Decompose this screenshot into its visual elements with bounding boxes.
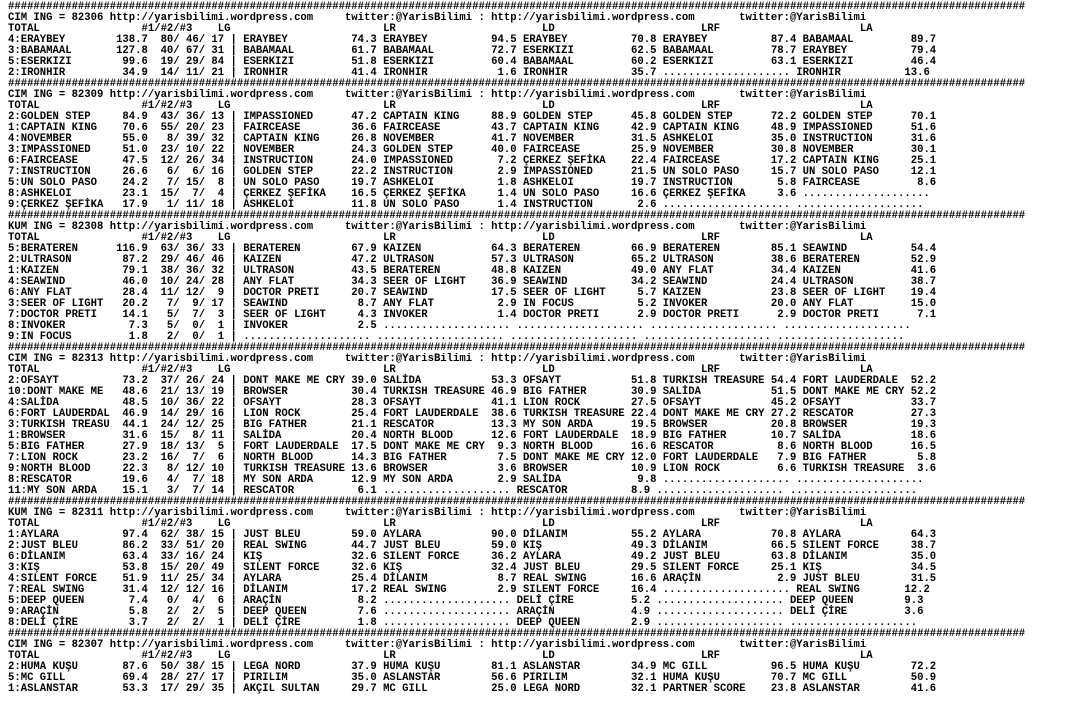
column-header-line: TOTAL #1/#2/#3 LG LR LD LRF LA [8,100,873,112]
separator-line: ################################################################################################################################################################ [8,210,1026,222]
result-row: 5:BIG FATHER 27.9 18/ 13/ 5 | FORT LAUDERDALE 17.5 DONT MAKE ME CRY 9.3 NORTH BLOOD 16.6 RESCATOR 8.6 NORTH BLOOD 16.5 [8,441,937,453]
result-row: 1:AYLARA 97.4 62/ 38/ 15 | JUST BLEU 59.0 AYLARA 90.0 DİLANIM 55.2 AYLARA 70.8 AYLARA 64.3 [8,529,937,541]
result-row: 3:BABAMAAL 127.8 40/ 67/ 31 | BABAMAAL 61.7 BABAMAAL 72.7 ESERKIZI 62.5 BABAMAAL 78.7 ERAYBEY 79.4 [8,45,937,57]
result-row: 7:REAL SWING 31.4 12/ 12/ 16 | DİLANIM 17.2 REAL SWING 2.9 SILENT FORCE 16.4 .................... REAL SWING 12.2 [8,584,930,596]
result-row: 2:HUMA KUŞU 87.6 50/ 38/ 15 | LEGA NORD 37.9 HUMA KUŞU 81.1 ASLANSTAR 34.9 MC GILL 96.5 HUMA KUŞU 72.2 [8,661,937,673]
result-row: 8:ASHKELOI 23.1 15/ 7/ 4 | ÇERKEZ ŞEFİKA 16.5 ÇERKEZ ŞEFİKA 1.4 UN SOLO PASO 16.6 ÇERKEZ ŞEFİKA 3.6 .................... [8,188,930,200]
separator-line: ################################################################################################################################################################ [8,78,1026,90]
result-row: 6:DİLANIM 63.4 33/ 16/ 24 | KIŞ 32.6 SILENT FORCE 36.2 AYLARA 49.2 JUST BLEU 63.8 DİLANIM 35.0 [8,551,937,563]
result-row: 8:DELİ ÇİRE 3.7 2/ 2/ 1 | DELİ ÇİRE 1.8 .................... DEEP QUEEN 2.9 .................... .................... [8,617,918,629]
result-row: 1:KAIZEN 79.1 38/ 36/ 32 | ULTRASON 43.5 BERATEREN 48.8 KAIZEN 49.0 ANY FLAT 34.4 KAIZEN 41.6 [8,265,937,277]
result-row: 6:ANY FLAT 28.4 11/ 12/ 9 | DOCTOR PRETI 20.7 SEAWIND 17.5 SEER OF LIGHT 5.7 KAIZEN 23.8 SEER OF LIGHT 19.4 [8,287,937,299]
race-header-line: CIM ING = 82306 http://yarisbilimi.wordpress.com twitter:@YarisBilimi : http://yarisbilimi.wordpress.com twitter:@YarisBilimi [8,12,867,24]
result-row: 4:SALİDA 48.5 10/ 36/ 22 | OFSAYT 28.3 OFSAYT 41.1 LION ROCK 27.5 OFSAYT 45.2 OFSAYT 33.7 [8,397,937,409]
result-row: 7:INSTRUCTION 26.6 6/ 6/ 16 | GOLDEN STEP 22.2 INSTRUCTION 2.9 IMPASSIONED 21.5 UN SOLO PASO 15.7 UN SOLO PASO 12.1 [8,166,937,178]
column-header-line: TOTAL #1/#2/#3 LG LR LD LRF LA [8,23,873,35]
result-row: 9:NORTH BLOOD 22.3 8/ 12/ 10 | TURKISH TREASURE 13.6 BROWSER 3.6 BROWSER 10.9 LION ROCK 6.6 TURKISH TREASURE 3.6 [8,463,937,475]
result-row: 10:DONT MAKE ME 48.6 21/ 13/ 19 | BROWSER 30.4 TURKISH TREASURE 46.9 BIG FATHER 30.9 SALİDA 51.5 DONT MAKE ME CRY 52.2 [8,386,937,398]
race-header-line: CIM ING = 82313 http://yarisbilimi.wordpress.com twitter:@YarisBilimi : http://yarisbilimi.wordpress.com twitter:@YarisBilimi [8,353,867,365]
race-header-line: CIM ING = 82309 http://yarisbilimi.wordpress.com twitter:@YarisBilimi : http://yarisbilimi.wordpress.com twitter:@YarisBilimi [8,89,867,101]
result-row: 1:CAPTAIN KING 70.6 55/ 20/ 23 | FAIRCEASE 36.6 FAIRCEASE 43.7 CAPTAIN KING 42.9 CAPTAIN KING 48.9 IMPASSIONED 51.6 [8,122,937,134]
result-row: 5:MC GILL 69.4 28/ 27/ 17 | PIRILIM 35.0 ASLANSTAR 56.6 PIRILIM 32.1 HUMA KUŞU 70.7 MC GILL 50.9 [8,672,937,684]
result-row: 3:TURKISH TREASU 44.1 24/ 12/ 25 | BIG FATHER 21.1 RESCATOR 13.3 MY SON ARDA 19.5 BROWSER 20.8 BROWSER 19.3 [8,419,937,431]
result-row: 9:ARAÇİN 5.8 2/ 2/ 5 | DEEP QUEEN 7.6 .................... ARAÇİN 4.9 .................... DELİ ÇİRE 3.6 [8,606,924,618]
race-header-line: CIM ING = 82307 http://yarisbilimi.wordpress.com twitter:@YarisBilimi : http://yarisbilimi.wordpress.com twitter:@YarisBilimi [8,639,867,651]
result-row: 2:IRONHIR 34.9 14/ 11/ 21 | IRONHIR 41.4 IRONHIR 1.6 IRONHIR 35.7 .................... IRONHIR 13.6 [8,67,930,79]
result-row: 4:NOVEMBER 55.0 8/ 39/ 32 | CAPTAIN KING 26.8 NOVEMBER 41.7 NOVEMBER 31.5 ASHKELOI 35.0 INSTRUCTION 31.6 [8,133,937,145]
result-row: 8:INVOKER 7.3 5/ 0/ 1 | INVOKER 2.5 .................... .................... .................... .................... [8,320,911,332]
result-row: 4:SEAWIND 46.0 10/ 24/ 28 | ANY FLAT 34.3 SEER OF LIGHT 36.9 SEAWIND 34.2 SEAWIND 24.4 ULTRASON 38.7 [8,276,937,288]
result-row: 5:BERATEREN 116.9 63/ 36/ 33 | BERATEREN 67.9 KAIZEN 64.3 BERATEREN 66.9 BERATEREN 85.1 SEAWIND 54.4 [8,243,937,255]
result-row: 5:UN SOLO PASO 24.2 7/ 15/ 8 | UN SOLO PASO 19.7 ASHKELOI 1.8 ASHKELOI 19.7 INSTRUCTION 5.8 FAIRCEASE 8.6 [8,177,937,189]
result-row: 3:IMPASSIONED 51.0 23/ 10/ 22 | NOVEMBER 24.3 GOLDEN STEP 40.0 FAIRCEASE 25.9 NOVEMBER 30.8 NOVEMBER 30.1 [8,144,937,156]
result-row: 9:IN FOCUS 1.8 2/ 0/ 1 | .................... .................... .................... .................... .................... [8,331,905,343]
result-row: 9:ÇERKEZ ŞEFİKA 17.9 1/ 11/ 18 | ASHKELOI 11.8 UN SOLO PASO 1.4 INSTRUCTION 2.6 .................... .................... [8,199,924,211]
results-document [8,2,1025,695]
result-row: 6:FORT LAUDERDAL 46.9 14/ 29/ 16 | LION ROCK 25.4 FORT LAUDERDALE 38.6 TURKISH TREASURE 22.4 DONT MAKE ME CRY 27.2 RESCATOR 27.3 [8,408,937,420]
result-row: 1:ASLANSTAR 53.3 17/ 29/ 35 | AKÇIL SULTAN 29.7 MC GILL 25.0 LEGA NORD 32.1 PARTNER SCORE 23.8 ASLANSTAR 41.6 [8,683,937,695]
result-row: 2:GOLDEN STEP 84.9 43/ 36/ 13 | IMPASSIONED 47.2 CAPTAIN KING 88.9 GOLDEN STEP 45.8 GOLDEN STEP 72.2 GOLDEN STEP 70.1 [8,111,937,123]
race-header-line: KUM ING = 82308 http://yarisbilimi.wordpress.com twitter:@YarisBilimi : http://yarisbilimi.wordpress.com twitter:@YarisBilimi [8,221,867,233]
result-row: 8:RESCATOR 19.6 4/ 7/ 18 | MY SON ARDA 12.9 MY SON ARDA 2.9 SALİDA 9.8 .................... .................... [8,474,924,486]
race-header-line: KUM ING = 82311 http://yarisbilimi.wordpress.com twitter:@YarisBilimi : http://yarisbilimi.wordpress.com twitter:@YarisBilimi [8,507,867,519]
separator-line: ################################################################################################################################################################ [8,1,1026,13]
separator-line: ################################################################################################################################################################ [8,496,1026,508]
result-row: 5:DEEP QUEEN 7.4 0/ 4/ 6 | ARAÇİN 8.2 .................... DELİ ÇİRE 5.2 .................... DEEP QUEEN 9.3 [8,595,924,607]
separator-line: ################################################################################################################################################################ [8,342,1026,354]
column-header-line: TOTAL #1/#2/#3 LG LR LD LRF LA [8,518,873,530]
result-row: 1:BROWSER 31.6 15/ 8/ 11 | SALİDA 20.4 NORTH BLOOD 12.6 FORT LAUDERDALE 18.9 BIG FATHER 10.7 SALİDA 18.6 [8,430,937,442]
result-row: 7:DOCTOR PRETI 14.1 5/ 7/ 3 | SEER OF LIGHT 4.3 INVOKER 1.4 DOCTOR PRETI 2.9 DOCTOR PRETI 2.9 DOCTOR PRETI 7.1 [8,309,937,321]
result-row: 2:ULTRASON 87.2 29/ 46/ 46 | KAIZEN 47.2 ULTRASON 57.3 ULTRASON 65.2 ULTRASON 38.6 BERATEREN 52.9 [8,254,937,266]
result-row: 4:SILENT FORCE 51.9 11/ 25/ 34 | AYLARA 25.4 DİLANIM 8.7 REAL SWING 16.6 ARAÇİN 2.9 JUST BLEU 31.5 [8,573,937,585]
result-row: 2:JUST BLEU 86.2 33/ 51/ 20 | REAL SWING 44.7 JUST BLEU 59.0 KIŞ 49.3 DİLANIM 66.5 SILENT FORCE 38.7 [8,540,937,552]
column-header-line: TOTAL #1/#2/#3 LG LR LD LRF LA [8,650,873,662]
result-row: 11:MY SON ARDA 15.1 3/ 7/ 14 | RESCATOR 6.1 .................... RESCATOR 8.9 .................... .................... [8,485,918,497]
result-row: 3:KIŞ 53.8 15/ 20/ 49 | SILENT FORCE 32.6 KIŞ 32.4 JUST BLEU 29.5 SILENT FORCE 25.1 KIŞ 34.5 [8,562,937,574]
result-row: 3:SEER OF LIGHT 20.2 7/ 9/ 17 | SEAWIND 8.7 ANY FLAT 2.9 IN FOCUS 5.2 INVOKER 20.0 ANY FLAT 15.0 [8,298,937,310]
separator-line: ################################################################################################################################################################ [8,628,1026,640]
result-row: 6:FAIRCEASE 47.5 12/ 26/ 34 | INSTRUCTION 24.0 IMPASSIONED 7.2 ÇERKEZ ŞEFİKA 22.4 FAIRCEASE 17.2 CAPTAIN KING 25.1 [8,155,937,167]
column-header-line: TOTAL #1/#2/#3 LG LR LD LRF LA [8,364,873,376]
result-row: 2:OFSAYT 73.2 37/ 26/ 24 | DONT MAKE ME CRY 39.0 SALİDA 53.3 OFSAYT 51.8 TURKISH TREASURE 54.4 FORT LAUDERDALE 52.2 [8,375,937,387]
result-row: 5:ESERKIZI 99.6 19/ 29/ 84 | ESERKIZI 51.8 ESERKIZI 60.4 BABAMAAL 60.2 ESERKIZI 63.1 ESERKIZI 46.4 [8,56,937,68]
result-row: 4:ERAYBEY 138.7 80/ 46/ 17 | ERAYBEY 74.3 ERAYBEY 94.5 ERAYBEY 70.8 ERAYBEY 87.4 BABAMAAL 89.7 [8,34,937,46]
result-row: 7:LION ROCK 23.2 16/ 7/ 6 | NORTH BLOOD 14.3 BIG FATHER 7.5 DONT MAKE ME CRY 12.0 FORT LAUDERDALE 7.9 BIG FATHER 5.8 [8,452,937,464]
column-header-line: TOTAL #1/#2/#3 LG LR LD LRF LA [8,232,873,244]
